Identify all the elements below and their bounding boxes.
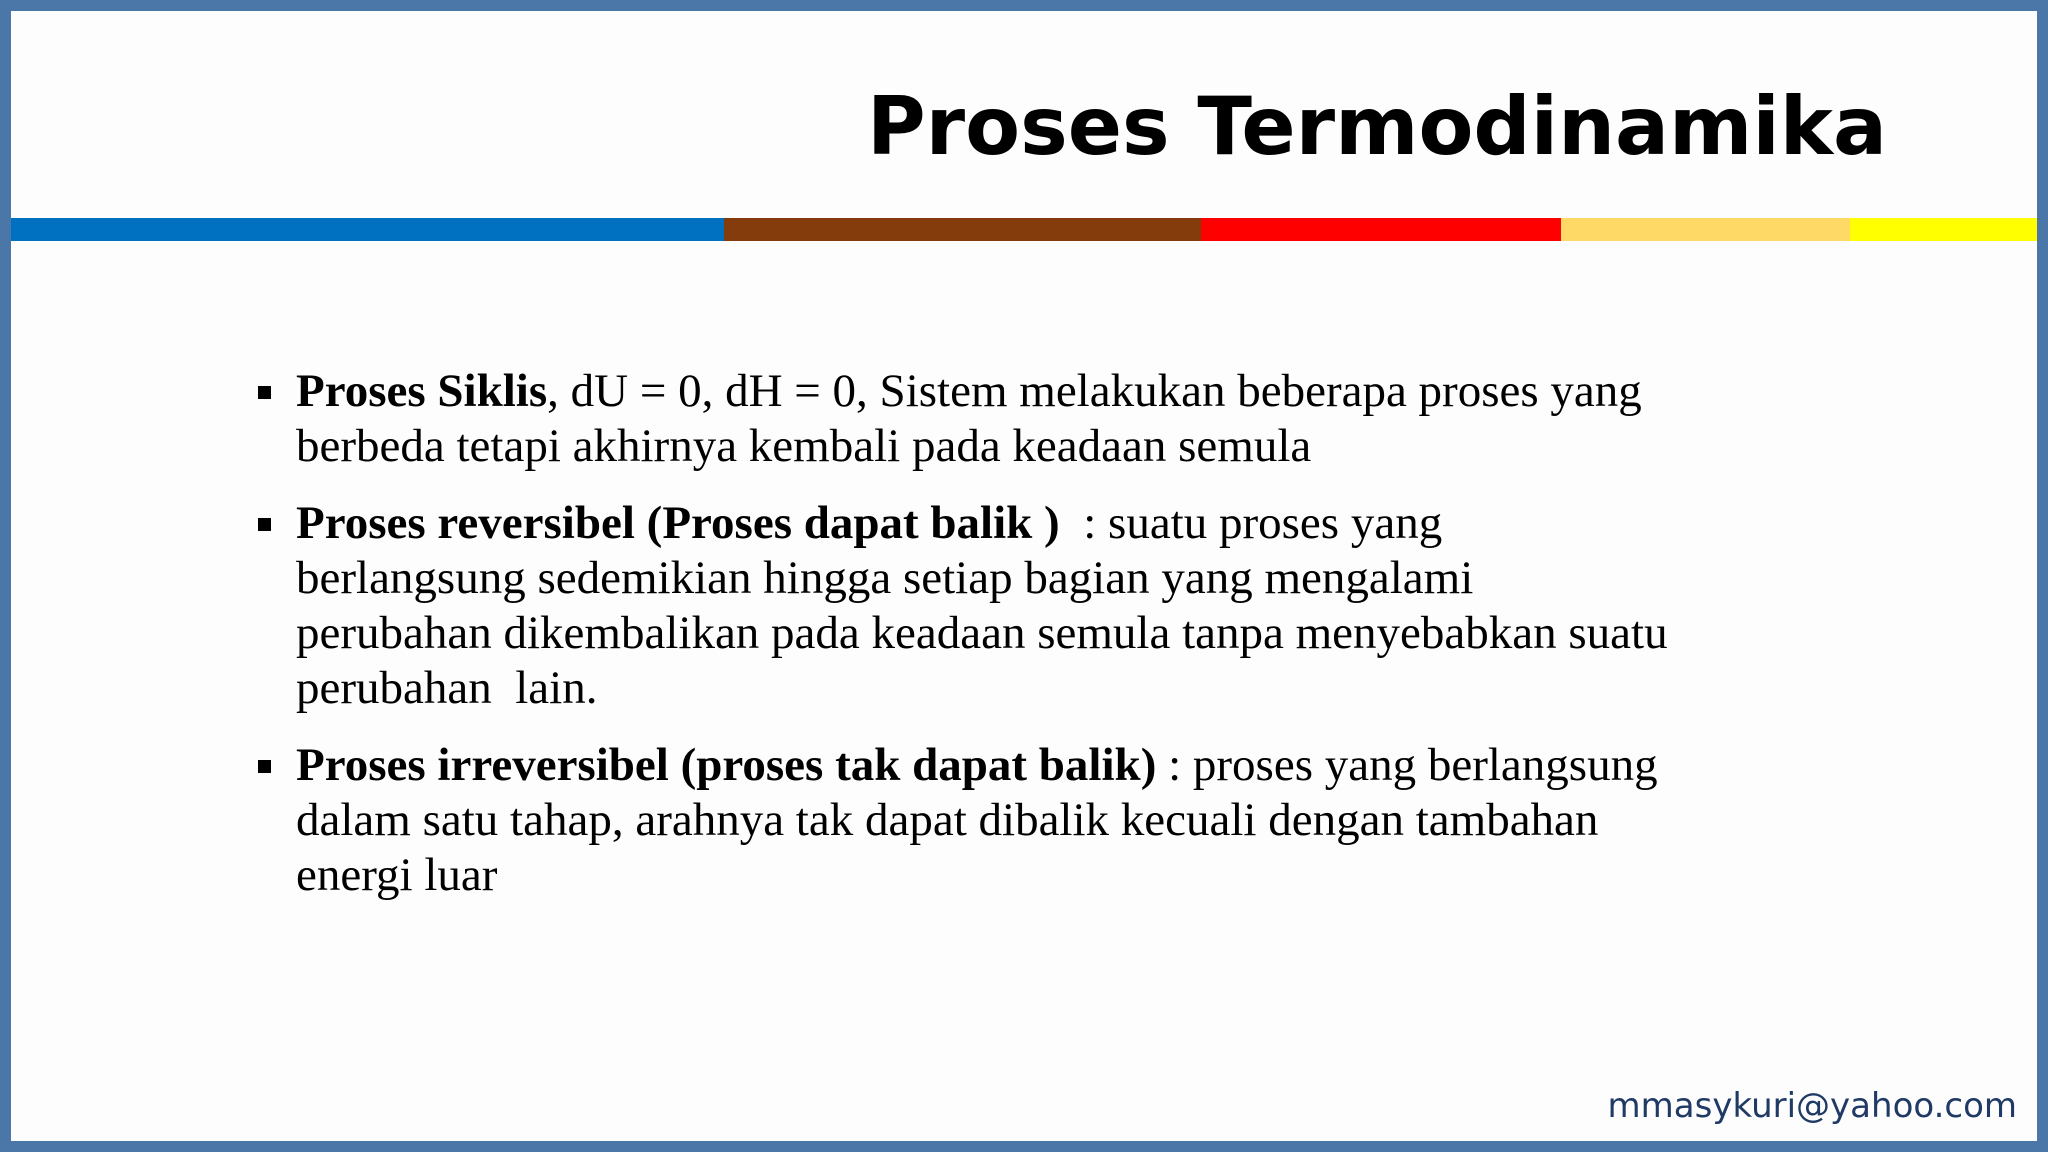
square-bullet-icon	[258, 386, 271, 399]
bullet-term: Proses Siklis	[296, 365, 548, 417]
footer-email: mmasykuri@yahoo.com	[1607, 1086, 2017, 1126]
accent-bar-red	[1201, 218, 1561, 241]
accent-bar-light-yellow	[1561, 218, 1850, 241]
bullet-term: Proses reversibel (Proses dapat balik )	[296, 497, 1060, 549]
bullet-term: Proses irreversibel (proses tak dapat balik)	[296, 739, 1157, 791]
bullet-item-irreversibel	[256, 738, 1676, 903]
accent-bar-yellow	[1850, 218, 2037, 241]
accent-color-bar	[11, 218, 2037, 241]
bullet-text: , dU = 0, dH = 0, Sistem melakukan beberapa proses yang berbeda tetapi akhirnya kembali pada keadaan semula	[296, 365, 1642, 472]
slide-title: Proses Termodinamika	[867, 80, 1887, 173]
bullet-text: : proses yang berlangsung dalam satu tahap, arahnya tak dapat dibalik kecuali dengan tambahan energi luar	[296, 739, 1658, 901]
accent-bar-blue	[11, 218, 724, 241]
bullet-item-siklis	[256, 364, 1676, 474]
slide	[11, 11, 2037, 1141]
bullet-list	[256, 364, 1680, 925]
square-bullet-icon	[258, 760, 271, 773]
bullet-item-reversibel	[256, 496, 1680, 716]
square-bullet-icon	[258, 518, 271, 531]
accent-bar-brown	[724, 218, 1201, 241]
bullet-text: : suatu proses yang berlangsung sedemikian hingga setiap bagian yang mengalami perubahan dikembalikan pada keadaan semula tanpa menyebabkan suatu perubahan lain.	[296, 497, 1680, 714]
